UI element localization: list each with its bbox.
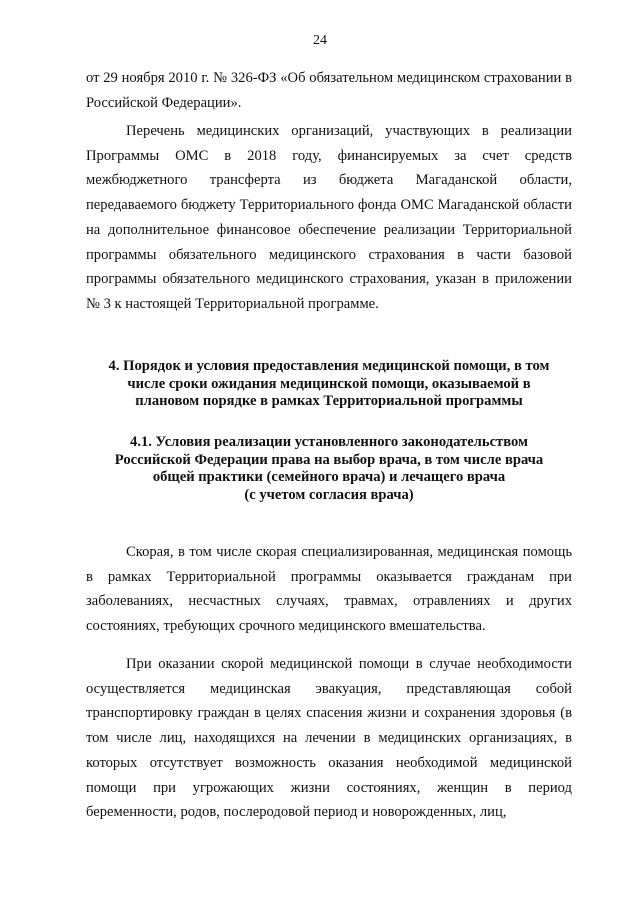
section-4-1-heading (86, 434, 572, 504)
intro-text-block (86, 66, 572, 115)
section-4-1-heading-line-3: общей практики (семейного врача) и лечащего врача (152, 469, 506, 485)
section-4-1-heading-line-4: (с учетом согласия врача) (244, 486, 414, 503)
page-number: 24 (313, 33, 327, 48)
emergency-care-text-block (86, 540, 572, 639)
medical-evacuation-paragraph: При оказании скорой медицинской помощи в случае необходимости осуществляется медицинская эвакуация, представляющая собой транспортировку граждан в целях спасения жизни и сохранения здоровья (в том числе лиц, находящихся на лечении в медицинских организациях, в которых отсутствует возможность оказания необходимой медицинской помощи при угрожающих жизни состояниях, женщин в период беременности, родов, послеродовой период и новорожденных, лиц, (86, 656, 572, 821)
emergency-care-paragraph: Скорая, в том числе скорая специализированная, медицинская помощь в рамках Территориальной программы оказывается гражданам при заболеваниях, несчастных случаях, травмах, отравлениях и других состояниях, требующих срочного медицинского вмешательства. (86, 544, 572, 635)
evacuation-text-block (86, 652, 572, 825)
section-4-heading-line-1: 4. Порядок и условия предоставления медицинской помощи, в том (108, 358, 550, 374)
intro-paragraph: от 29 ноября 2010 г. № 326-ФЗ «Об обязательном медицинском страховании в Российской Федерации». (86, 70, 572, 111)
organizations-text-block (86, 119, 572, 317)
section-4-heading-line-2: числе сроки ожидания медицинской помощи, оказываемой в (127, 375, 531, 392)
section-4-1-heading-line-1: 4.1. Условия реализации установленного законодательством (130, 434, 528, 450)
organizations-list-paragraph: Перечень медицинских организаций, участвующих в реализации Программы ОМС в 2018 году, финансируемых за счет средств межбюджетного трансферта из бюджета Магаданской области, передаваемого бюджету Территориального фонда ОМС Магаданской области на дополнительное финансовое обеспечение реализации Территориальной программы обязательного медицинского страхования в части базовой программы обязательного медицинского страхования, указан в приложении № 3 к настоящей Территориальной программе. (86, 123, 572, 312)
section-4-1-heading-line-2: Российской Федерации права на выбор врача, в том числе врача (114, 451, 544, 468)
section-4-heading (86, 358, 572, 411)
section-4-heading-line-3: плановом порядке в рамках Территориальной программы (135, 393, 523, 409)
